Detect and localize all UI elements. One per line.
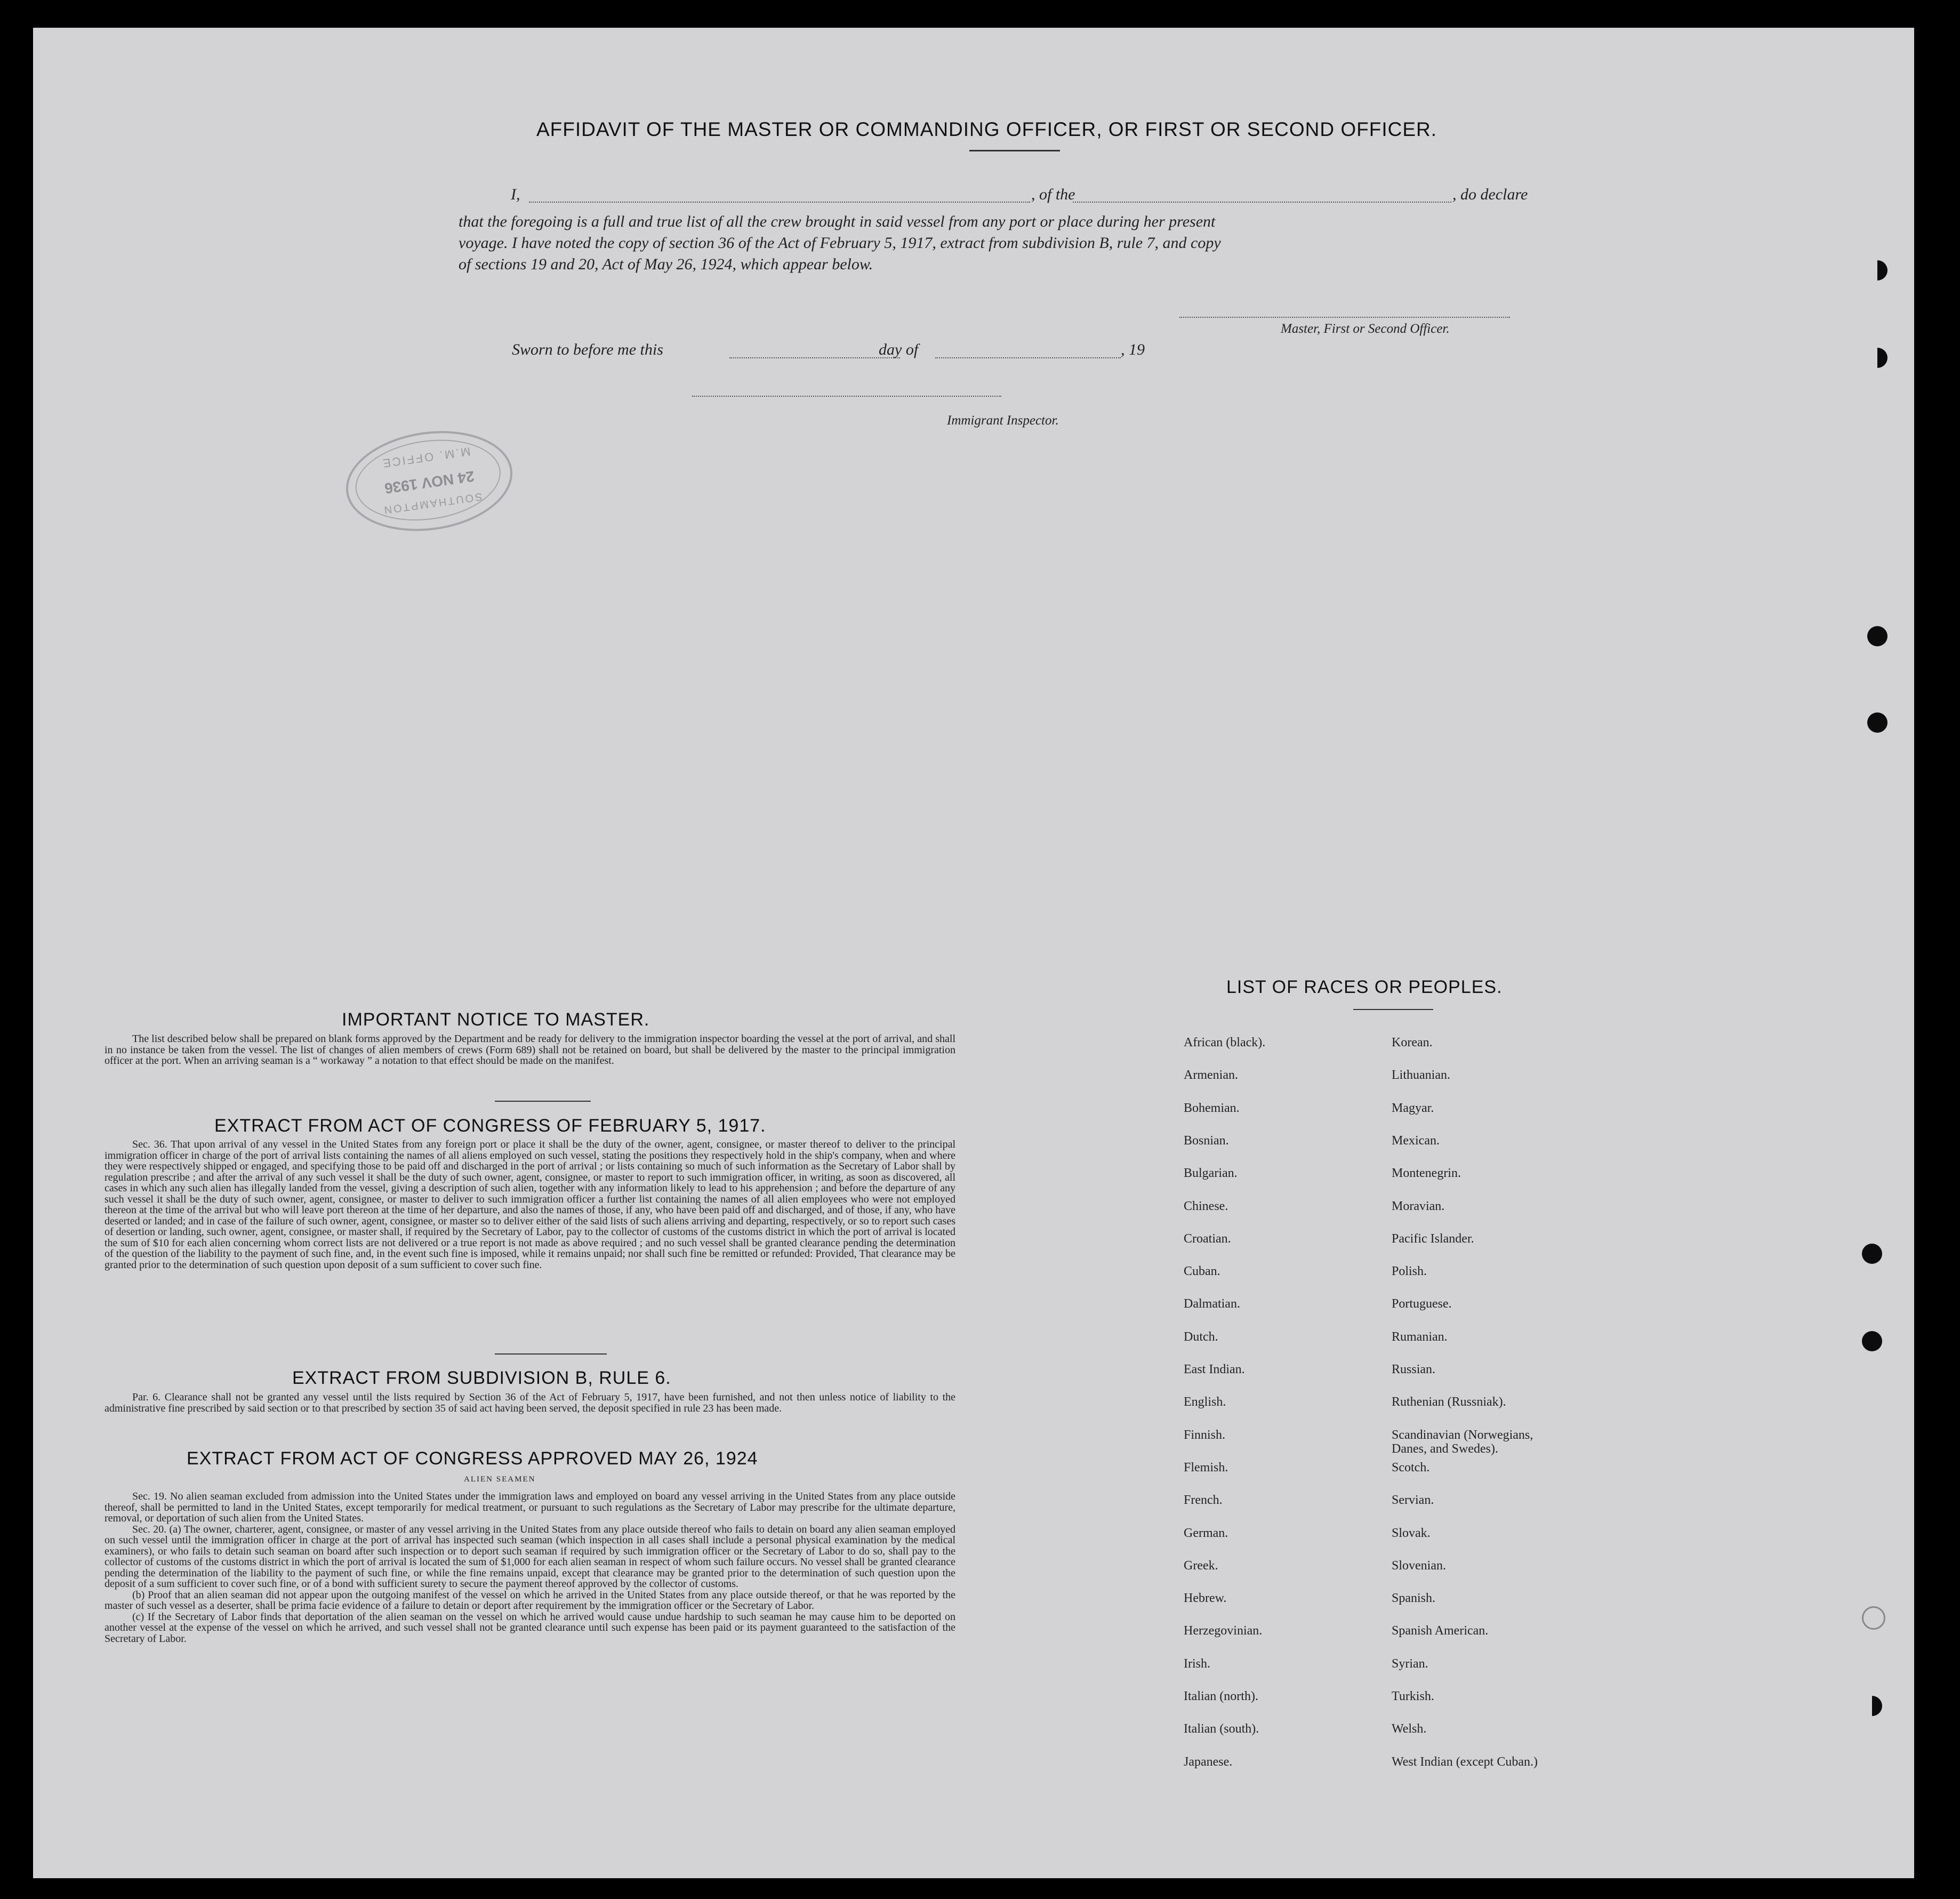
race-item: Polish. [1392,1264,1427,1278]
sworn-label: Sworn to before me this [512,341,663,358]
race-item: Bulgarian. [1184,1166,1238,1180]
race-item: Irish. [1184,1657,1210,1671]
sworn-day-field[interactable] [729,357,900,358]
sec19-text: Sec. 19. No alien seaman excluded from admission into the United States under the immigration laws and employed on board any vessel arriving in the United States from any place outside thereof, shall be permitted to land in the United States, except temporarily for medical treatment, or pursuant to such regulations as the Secretary of Labor may prescribe for the ultimate departure, removal, or deportation of such alien from the United States. [105,1491,955,1524]
punch-hole [1862,1244,1882,1264]
inspector-label: Immigrant Inspector. [947,413,1059,428]
affidavit-body-line2: voyage. I have noted the copy of section 36 of the Act of February 5, 1917, extract from subdivision B, rule 7, and copy [459,234,1221,252]
year-prefix: , 19 [1121,341,1145,358]
subdivision-b-text: Par. 6. Clearance shall not be granted any vessel until the lists required by Section 36 of the Act of February 5, 1917, have been furnished, and not then unless notice of liability to the administrative fine prescribed by said section or to that prescribed by section 35 of said act having been served, the deposit specified in rule 23 has been made. [105,1391,955,1414]
sworn-month-field[interactable] [935,357,1121,358]
race-item: Russian. [1392,1363,1436,1376]
race-item: Syrian. [1392,1657,1428,1671]
race-item: Dalmatian. [1184,1297,1240,1311]
race-item: Montenegrin. [1392,1166,1461,1180]
race-item: Japanese. [1184,1755,1233,1769]
race-item: Chinese. [1184,1199,1228,1213]
race-item: Turkish. [1392,1689,1434,1703]
affidavit-title-rule [969,150,1060,151]
race-item: Korean. [1392,1036,1433,1049]
race-item: Moravian. [1392,1199,1445,1213]
race-item: Mexican. [1392,1134,1440,1148]
race-item: Lithuanian. [1392,1068,1450,1082]
race-item: Magyar. [1392,1101,1434,1115]
punch-hole [1867,348,1887,368]
race-item: Servian. [1392,1493,1434,1507]
document-sheet [33,28,1914,1878]
stamp-line1: M.M. OFFICE [380,444,472,471]
race-item: Dutch. [1184,1330,1218,1344]
stamp-line3: SOUTHAMPTON [382,490,483,516]
notice-text: The list described below shall be prepared on blank forms approved by the Department and be ready for delivery to the immigration inspector boarding the vessel at the port of arrival, and shall in no instance be taken from the vessel. The list of changes of alien members of crews (Form 689) shall not be retained on board, but shall be delivered by the master to the principal immigration officer at the port. When an arriving seaman is a “ workaway ” a notation to that effect should be made on the manifest. [105,1033,955,1067]
notice-title: IMPORTANT NOTICE TO MASTER. [342,1009,650,1030]
race-item: Slovenian. [1392,1559,1446,1573]
affidavit-i-label: I, [511,186,520,203]
race-item: Slovak. [1392,1526,1431,1540]
race-item: Italian (north). [1184,1689,1258,1703]
race-item: German. [1184,1526,1228,1540]
sec20a-text: Sec. 20. (a) The owner, charterer, agent, consignee, or master of any vessel arriving in the United States from any place outside thereof who fails to detain on board any alien seaman employed on such vessel until the immigration officer in charge at the port of arrival has inspected such seaman (which inspection in all cases shall include a personal physical examination by the medical examiners), or who fails to detain such seaman on board after such inspection or to deport such seaman if required by such immigration officer or the Secretary of Labor to do so, shall pay to the collector of customs of the customs district in which the port of arrival is located the sum of $1,000 for each alien seaman in respect of whom such failure occurs. No vessel shall be granted clearance pending the determination of the liability to the payment of such fine, or while the fine remains unpaid, except that clearance may be granted prior to the determination of such question upon the deposit of a sum sufficient to cover such fine, or of a bond with sufficient surety to secure the payment thereof approved by the collector of customs. [105,1523,955,1590]
extract-1917-text: Sec. 36. That upon arrival of any vessel in the United States from any foreign port or place it shall be the duty of the owner, agent, consignee, or master thereof to deliver to the principal immigration officer in charge of the port of arrival lists containing the names of all aliens employed on such vessel, stating the positions they respectively hold in the ship's company, when and where they were respectively shipped or engaged, and specifying those to be paid off and discharged in the port of arrival ; or lists containing so much of such information as the Secretary of Labor shall by regulation prescribe ; and after the arrival of any such vessel it shall be the duty of such owner, agent, consignee, or master to report to such immigration officer, in writing, as soon as discovered, all cases in which any such alien has illegally landed from the vessel, giving a description of such alien, together with any information likely to lead to his apprehension ; and before the departure of any such vessel it shall be the duty of such owner, agent, consignee, or master to deliver to such immigration officer a further list containing the names of all alien employees who were not employed thereon at the time of the arrival but who will leave port thereon at the time of her departure, and also the names of those, if any, who have been paid off and discharged, and of those, if any, who have deserted or landed; and in case of the failure of such owner, agent, consignee, or master so to deliver either of the said lists of such aliens arriving and departing, respectively, or so to report such cases of desertion or landing, such owner, agent, consignee, or master shall, if required by the Secretary of Labor, pay to the collector of customs of the customs district in which the port of arrival is located the sum of $10 for each alien concerning whom correct lists are not delivered or a true report is not made as above required ; and no such vessel shall be granted clearance pending the determination of the question of the liability to the payment of such fine, and, in the event such fine is imposed, while it remains unpaid; nor shall such fine be remitted or refunded: Provided, That clearance may be granted prior to the determination of such question upon deposit of a sum sufficient to cover such fine. [105,1139,955,1271]
race-item: Finnish. [1184,1428,1226,1442]
race-item: Italian (south). [1184,1722,1259,1736]
races-title: LIST OF RACES OR PEOPLES. [1226,977,1503,997]
affidavit-of-the-label: , of the [1031,186,1075,203]
punch-hole [1862,1606,1885,1630]
subdivision-b-title: EXTRACT FROM SUBDIVISION B, RULE 6. [292,1368,671,1388]
affidavit-title: AFFIDAVIT OF THE MASTER OR COMMANDING OFFICER, OR FIRST OR SECOND OFFICER. [536,118,1437,140]
punch-hole [1862,1696,1882,1716]
punch-hole [1867,712,1887,733]
race-item: Portuguese. [1392,1297,1452,1311]
race-item: Spanish American. [1392,1624,1489,1638]
race-item: Ruthenian (Russniak). [1392,1395,1506,1409]
stamp-line2: 24 NOV 1936 [383,468,476,497]
race-item: Hebrew. [1184,1591,1227,1605]
master-signature-field[interactable] [1179,317,1510,318]
race-item: Scotch. [1392,1461,1430,1475]
race-item: African (black). [1184,1036,1266,1049]
affidavit-do-declare: , do declare [1452,186,1528,203]
races-title-rule [1353,1009,1433,1010]
race-item: English. [1184,1395,1226,1409]
race-item: Croatian. [1184,1232,1231,1246]
race-item: Greek. [1184,1559,1218,1573]
extract-1917-title: EXTRACT FROM ACT OF CONGRESS OF FEBRUARY 5, 1917. [214,1116,766,1136]
affidavit-body-line1: that the foregoing is a full and true list of all the crew brought in said vessel from any port or place during her present [459,213,1216,230]
race-item: Flemish. [1184,1461,1228,1475]
sec20b-text: (b) Proof that an alien seaman did not appear upon the outgoing manifest of the vessel on which he arrived in the United States from any place outside thereof, or that he was reported by the master of such vessel as a deserter, shall be prima facie evidence of a failure to detain or deport after requirement by the immigration officer or the Secretary of Labor. [105,1589,955,1612]
extract-1924-subtitle: ALIEN SEAMEN [464,1475,536,1484]
day-of-label: day of [879,341,919,358]
vessel-name-field[interactable] [1073,202,1451,203]
punch-hole [1867,260,1887,281]
race-item: Scandinavian (Norwegians, Danes, and Swedes). [1392,1428,1533,1456]
race-item: Pacific Islander. [1392,1232,1474,1246]
race-item: East Indian. [1184,1363,1245,1376]
race-item: Spanish. [1392,1591,1436,1605]
race-item: West Indian (except Cuban.) [1392,1755,1538,1769]
race-item: Armenian. [1184,1068,1238,1082]
master-signature-label: Master, First or Second Officer. [1281,322,1450,336]
sec20c-text: (c) If the Secretary of Labor finds that deportation of the alien seaman on the vessel on which he arrived would cause undue hardship to such seaman he may cause him to be deported on another vessel at the expense of the vessel on which he arrived, and such vessel shall not be granted clearance until such expense has been paid or its payment guaranteed to the satisfaction of the Secretary of Labor. [105,1610,955,1645]
race-item: Welsh. [1392,1722,1427,1736]
office-stamp [340,421,519,541]
race-item: Bohemian. [1184,1101,1240,1115]
extract-1917-rule [495,1353,607,1355]
race-item: Herzegovinian. [1184,1624,1263,1638]
inspector-signature-field[interactable] [692,396,1001,397]
punch-hole [1862,1331,1882,1351]
master-name-field[interactable] [529,202,1030,203]
affidavit-body-line3: of sections 19 and 20, Act of May 26, 1924, which appear below. [459,255,873,273]
extract-1924-body [105,1491,955,1644]
extract-1924-title: EXTRACT FROM ACT OF CONGRESS APPROVED MAY 26, 1924 [187,1448,758,1469]
race-item: French. [1184,1493,1223,1507]
race-item: Rumanian. [1392,1330,1448,1344]
race-item: Cuban. [1184,1264,1220,1278]
punch-hole [1867,626,1887,646]
race-item: Bosnian. [1184,1134,1229,1148]
notice-rule [495,1101,591,1102]
